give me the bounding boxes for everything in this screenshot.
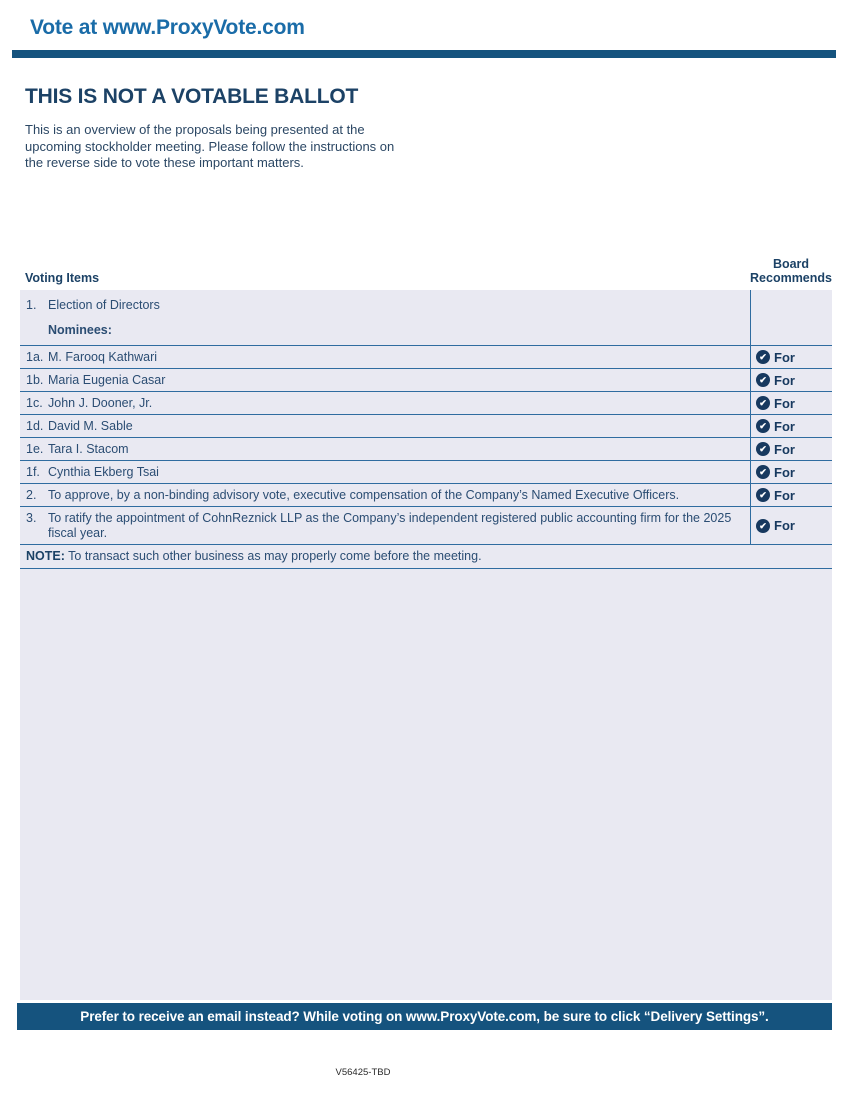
row-number: 1d.: [26, 419, 44, 433]
board-recommendation-cell: [750, 317, 832, 345]
table-row-proposal-2: [20, 484, 832, 507]
table-row-nominee-1e: [20, 438, 832, 461]
board-recommendation: [756, 518, 795, 533]
table-row-nominee-1c: [20, 392, 832, 415]
board-recommendation-cell: [750, 438, 832, 460]
table-row-proposal-3: [20, 507, 832, 545]
row-number: 1.: [26, 298, 37, 312]
recommendation-label: For: [774, 418, 795, 434]
voting-items-table: [20, 290, 832, 1000]
table-row-nominee-1b: [20, 369, 832, 392]
row-text: Nominees:: [48, 323, 112, 337]
board-recommendation-cell: [750, 461, 832, 483]
checkmark-icon: ✔: [756, 442, 770, 456]
recommendation-label: For: [774, 395, 795, 411]
table-row-nominee-1d: [20, 415, 832, 438]
row-text: Cynthia Ekberg Tsai: [48, 465, 159, 479]
board-recommendation: [756, 373, 795, 388]
table-row-election-of-directors: [20, 290, 832, 317]
notice-body-line: the reverse side to vote these important matters.: [25, 155, 304, 170]
board-recommendation-cell: [750, 484, 832, 506]
checkmark-icon: ✔: [756, 373, 770, 387]
board-recommendation: [756, 350, 795, 365]
board-recommends-line2: Recommends: [750, 271, 832, 285]
board-recommendation-cell: [750, 369, 832, 391]
recommendation-label: For: [774, 441, 795, 457]
board-recommends-column-header: [750, 257, 832, 285]
board-recommendation-cell: [750, 392, 832, 414]
board-recommendation: [756, 419, 795, 434]
row-number: 2.: [26, 488, 37, 502]
delivery-settings-banner: Prefer to receive an email instead? While voting on www.ProxyVote.com, be sure to click “Delivery Settings”.: [17, 1003, 832, 1030]
row-text: Tara I. Stacom: [48, 442, 129, 456]
table-row-nominees: [20, 317, 832, 346]
board-recommendation-cell: [750, 415, 832, 437]
board-recommendation: [756, 488, 795, 503]
board-recommendation-cell: [750, 290, 832, 317]
table-note-row: [20, 545, 832, 569]
not-votable-ballot-title: THIS IS NOT A VOTABLE BALLOT: [25, 85, 359, 108]
notice-body-line: This is an overview of the proposals being presented at the: [25, 122, 365, 137]
row-text: Election of Directors: [48, 298, 160, 312]
board-recommendation-cell: [750, 346, 832, 368]
row-text: Maria Eugenia Casar: [48, 373, 166, 387]
recommendation-label: For: [774, 487, 795, 503]
row-number: 1e.: [26, 442, 44, 456]
checkmark-icon: ✔: [756, 519, 770, 533]
row-number: 1b.: [26, 373, 44, 387]
row-number: 3.: [26, 511, 37, 525]
board-recommendation: [756, 396, 795, 411]
recommendation-label: For: [774, 464, 795, 480]
table-row-nominee-1f: [20, 461, 832, 484]
row-text: David M. Sable: [48, 419, 133, 433]
voting-items-column-header: Voting Items: [25, 271, 100, 285]
board-recommendation-cell: [750, 507, 832, 544]
recommendation-label: For: [774, 349, 795, 365]
row-text: John J. Dooner, Jr.: [48, 396, 153, 410]
checkmark-icon: ✔: [756, 419, 770, 433]
note-text: To transact such other business as may properly come before the meeting.: [64, 549, 482, 563]
row-number: [20, 317, 48, 345]
row-number: 1a.: [26, 350, 44, 364]
checkmark-icon: ✔: [756, 465, 770, 479]
recommendation-label: For: [774, 372, 795, 388]
notice-body-line: upcoming stockholder meeting. Please follow the instructions on: [25, 138, 395, 154]
row-text: To ratify the appointment of CohnReznick LLP as the Company’s independent registered public accounting firm for the 2025 fiscal year.: [48, 511, 732, 540]
checkmark-icon: ✔: [756, 396, 770, 410]
vote-url-heading: Vote at www.ProxyVote.com: [30, 16, 305, 39]
document-code: V56425-TBD: [335, 1067, 391, 1078]
note-label: NOTE:: [26, 549, 65, 563]
board-recommends-line1: Board: [772, 257, 810, 271]
row-text: M. Farooq Kathwari: [48, 350, 158, 364]
checkmark-icon: ✔: [756, 488, 770, 502]
board-recommendation: [756, 465, 795, 480]
table-row-nominee-1a: [20, 346, 832, 369]
notice-body-paragraph: [25, 122, 394, 172]
row-number: 1f.: [26, 465, 40, 479]
header-divider-rule: [12, 50, 836, 58]
board-recommendation: [756, 442, 795, 457]
checkmark-icon: ✔: [756, 350, 770, 364]
row-number: 1c.: [26, 396, 43, 410]
row-text: To approve, by a non-binding advisory vote, executive compensation of the Company’s Named Executive Officers.: [48, 488, 680, 502]
recommendation-label: For: [774, 518, 795, 533]
